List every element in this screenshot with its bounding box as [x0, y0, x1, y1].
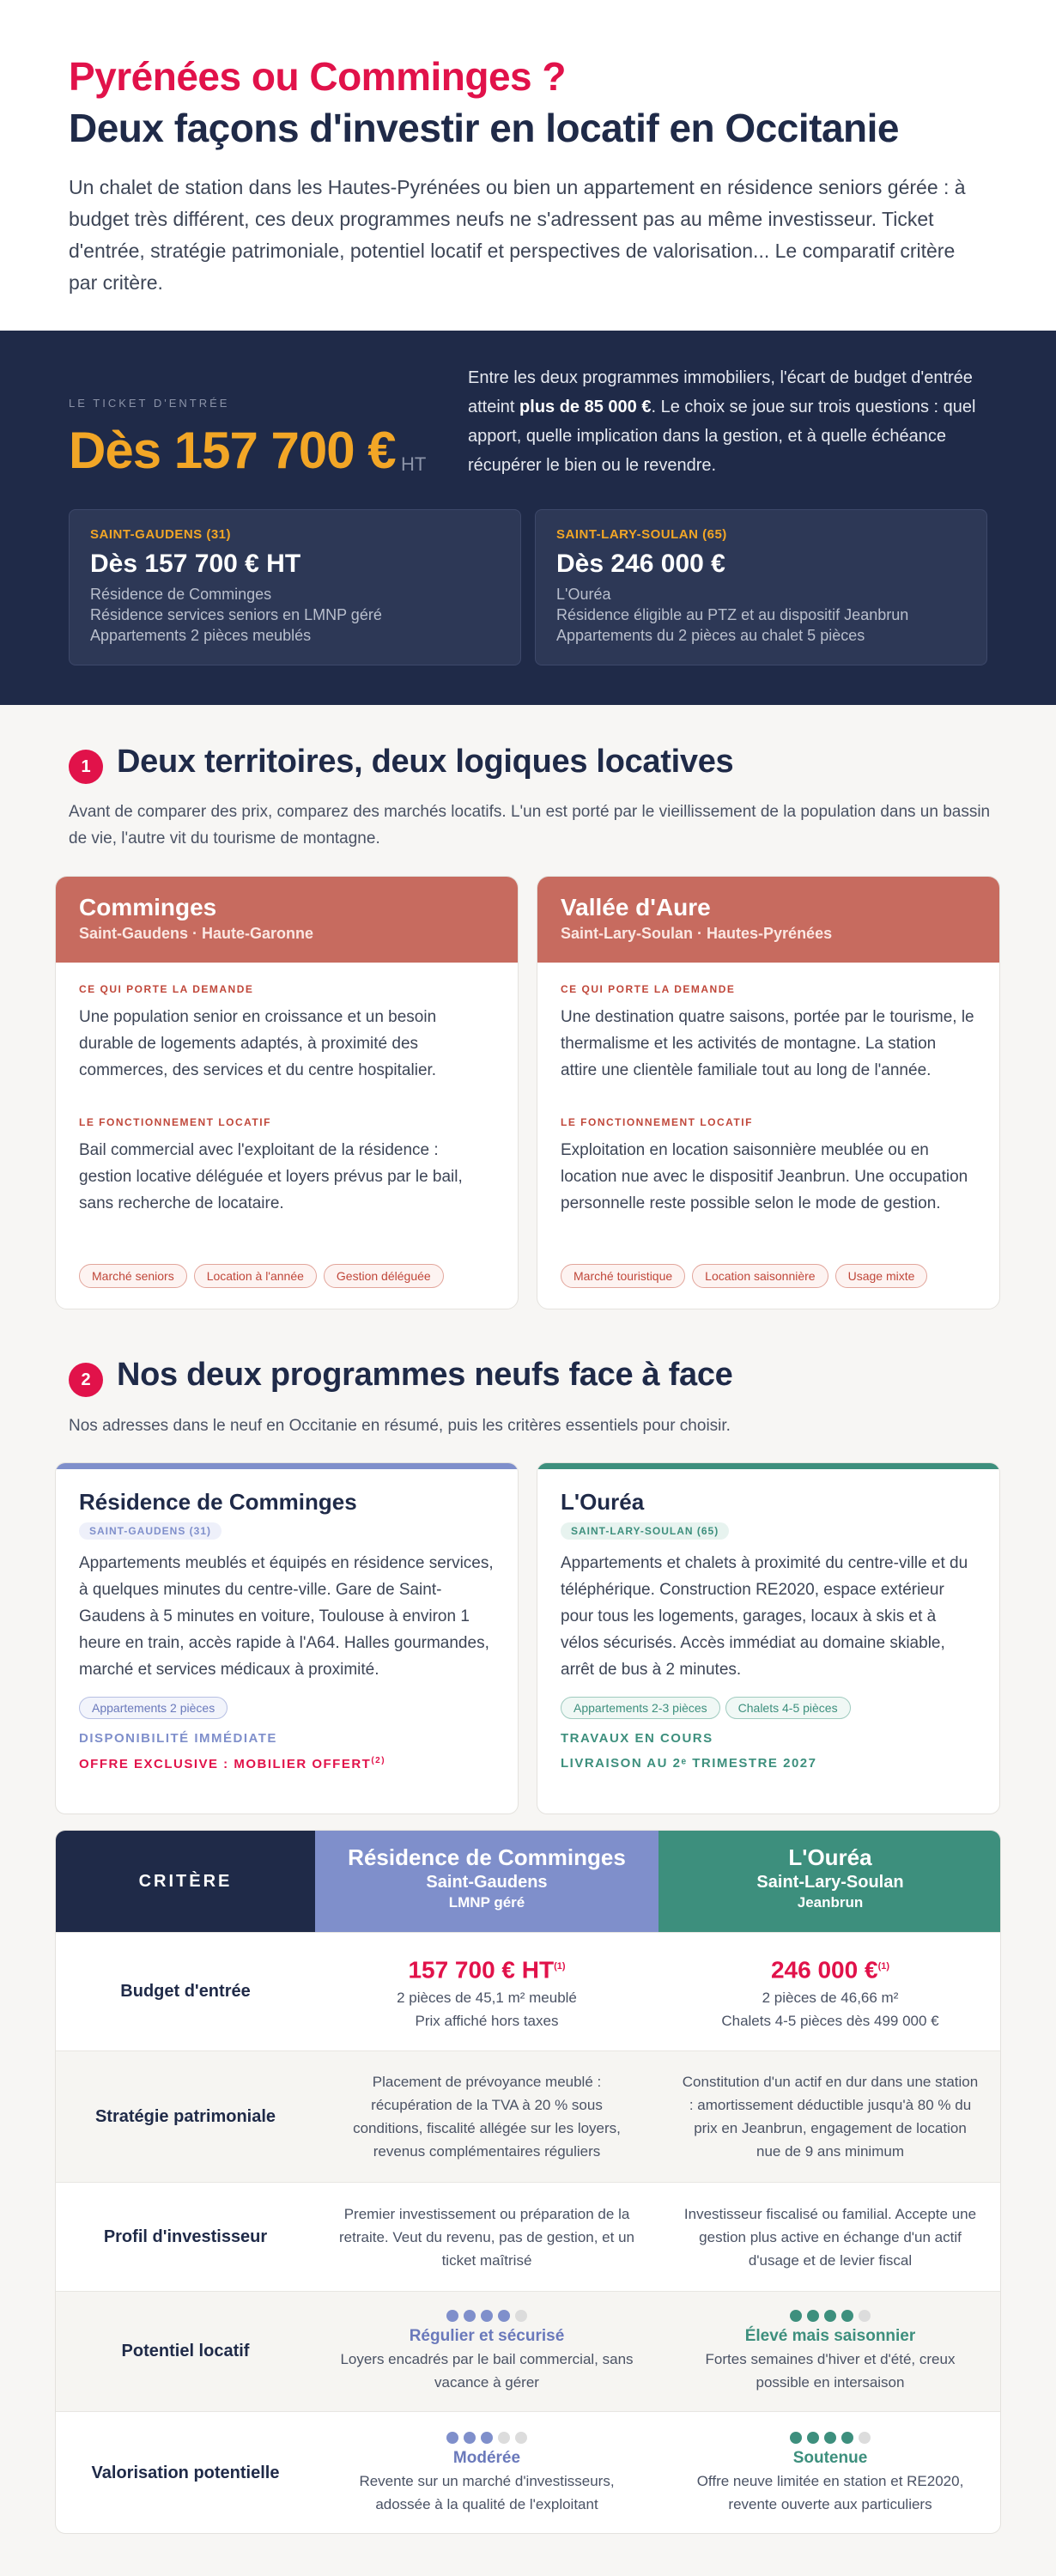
- table-row-rental-potential: [56, 2291, 1000, 2411]
- rating-dot-filled: [790, 2310, 802, 2322]
- table-row-label: Budget d'entrée: [120, 1982, 251, 2001]
- rating-dot-empty: [515, 2310, 527, 2322]
- program-card-ourea: [537, 1462, 1000, 1814]
- ticket-card-city: SAINT-GAUDENS (31): [90, 527, 232, 542]
- rating-dots: [790, 2310, 871, 2322]
- territory-tag: Usage mixte: [835, 1264, 928, 1288]
- territory-card-body: [537, 963, 999, 1237]
- ticket-card-city: SAINT-LARY-SOULAN (65): [556, 527, 727, 542]
- ticket-card-line: Résidence de Comminges: [90, 586, 272, 603]
- section-number-badge: 2: [69, 1363, 103, 1397]
- program-tag: Appartements 2 pièces: [79, 1697, 228, 1719]
- rating-dot-filled: [446, 2432, 458, 2444]
- table-header-regime: LMNP géré: [448, 1894, 525, 1911]
- hero-section: [0, 0, 1056, 331]
- budget-detail: Chalets 4-5 pièces dès 499 000 €: [721, 2012, 939, 2029]
- rating-text: Fortes semaines d'hiver et d'été, creux possible en intersaison: [705, 2350, 956, 2391]
- table-cell-ourea: Constitution d'un actif en dur dans une station : amortissement déductible jusqu'à 80 % du prix en Jeanbrun, engagement de location nue de 9 ans minimum: [682, 2074, 979, 2160]
- table-header-ourea: [658, 1831, 1001, 1932]
- hero-intro: Un chalet de station dans les Hautes-Pyrénées ou bien un appartement en résidence seniors gérée : à budget très différent, ces deux programmes neufs ne s'adressent pas au même investisseur. Ticket d'entrée, stratégie patrimoniale, potentiel locatif et perspectives de valorisation... Le comparatif critère par critère.: [69, 176, 966, 294]
- ticket-card-saint-lary: [535, 509, 987, 665]
- ticket-kicker: LE TICKET D'ENTRÉE: [69, 397, 230, 410]
- program-tags: [561, 1697, 976, 1719]
- table-row-strategy: [56, 2050, 1000, 2182]
- table-cell-residence-comminges: [315, 2292, 658, 2411]
- ticket-card-line: Résidence éligible au PTZ et au dispositif Jeanbrun: [556, 606, 909, 623]
- table-header-city: Saint-Gaudens: [426, 1873, 548, 1892]
- territory-name: Comminges: [79, 894, 217, 920]
- budget-price: [771, 1951, 889, 1985]
- ticket-price-suffix: HT: [401, 453, 427, 475]
- territory-text: Bail commercial avec l'exploitant de la résidence : gestion locative déléguée et loyers prévus par le bail, sans recherche de locataire.: [79, 1141, 463, 1212]
- territory-kicker: LE FONCTIONNEMENT LOCATIF: [79, 1116, 271, 1128]
- ticket-card-line: L'Ouréa: [556, 586, 611, 603]
- rating-dot-filled: [841, 2432, 853, 2444]
- territory-tag: Location saisonnière: [692, 1264, 828, 1288]
- table-cell-ourea: Investisseur fiscalisé ou familial. Accepte une gestion plus active en échange d'un actif d'usage et de levier fiscal: [683, 2205, 977, 2269]
- territory-location: Saint-Lary-Soulan · Hautes-Pyrénées: [561, 925, 833, 942]
- table-cell-ourea: [658, 1933, 1001, 2050]
- rating-dot-filled: [446, 2310, 458, 2322]
- budget-detail: 2 pièces de 46,66 m²: [762, 1989, 899, 2006]
- program-accent-bar: [56, 1463, 518, 1469]
- rating-dot-filled: [807, 2432, 819, 2444]
- ticket-card-line: Appartements du 2 pièces au chalet 5 pièces: [556, 627, 865, 644]
- rating-dot-filled: [481, 2432, 493, 2444]
- ticket-card-price: Dès 246 000 €: [556, 550, 725, 578]
- rating-dots: [790, 2432, 871, 2444]
- rating-dot-empty: [859, 2432, 871, 2444]
- territory-card-header: [537, 877, 999, 963]
- budget-price-footnote: (1): [554, 1961, 566, 1972]
- program-description: Appartements meublés et équipés en résidence services, à quelques minutes du centre-ville. Gare de Saint-Gaudens à 5 minutes en voiture, Toulouse à environ 1 heure en train, accès rapide à l'A64. Halles gourmandes, marché et services médicaux à proximité.: [79, 1554, 494, 1679]
- territory-text: Une destination quatre saisons, portée par le tourisme, le thermalisme et les activités de montagne. La station attire une clientèle familiale tout au long de l'année.: [561, 1008, 974, 1079]
- table-header-regime: Jeanbrun: [797, 1894, 864, 1911]
- territory-card-body: [56, 963, 518, 1237]
- table-row-label: Valorisation potentielle: [91, 2464, 280, 2482]
- table-cell-ourea: [658, 2412, 1001, 2534]
- rating-level: Soutenue: [792, 2448, 868, 2467]
- table-row-label: Stratégie patrimoniale: [94, 2106, 276, 2126]
- program-tags: [79, 1697, 495, 1719]
- rating-dot-empty: [859, 2310, 871, 2322]
- rating-dots: [446, 2432, 527, 2444]
- program-location-badge: SAINT-LARY-SOULAN (65): [561, 1522, 729, 1540]
- program-description: Appartements et chalets à proximité du centre-ville et du téléphérique. Construction RE2020, espace extérieur pour tous les logements, garages, locaux à skis et à vélos sécurisés. Accès immédiat au domaine skiable, arrêt de bus à 2 minutes.: [561, 1554, 968, 1679]
- section-intro: Nos adresses dans le neuf en Occitanie en résumé, puis les critères essentiels pour choisir.: [69, 1417, 731, 1435]
- program-name: L'Ouréa: [561, 1489, 645, 1515]
- table-row-label: Potentiel locatif: [121, 2342, 250, 2360]
- budget-price-footnote: (1): [877, 1961, 890, 1972]
- program-availability: TRAVAUX EN COURS: [561, 1731, 713, 1746]
- program-name: Résidence de Comminges: [79, 1489, 357, 1515]
- rating-dot-filled: [481, 2310, 493, 2322]
- rating-text: Offre neuve limitée en station et RE2020, revente ouverte aux particuliers: [696, 2472, 964, 2512]
- territory-name: Vallée d'Aure: [561, 894, 711, 920]
- rating-dot-filled: [464, 2432, 476, 2444]
- table-cell-residence-comminges: [315, 1933, 658, 2050]
- table-cell-residence-comminges: [315, 2412, 658, 2534]
- ticket-card-line: Appartements 2 pièces meublés: [90, 627, 312, 644]
- ticket-text-end: . Le choix se joue sur trois questions : quel apport, quelle implication dans la gestion, et à quelle échéance récupérer le bien ou le revendre.: [468, 398, 976, 475]
- program-card-residence-comminges: [55, 1462, 519, 1814]
- territory-kicker: CE QUI PORTE LA DEMANDE: [561, 983, 736, 995]
- program-tag: Appartements 2-3 pièces: [561, 1697, 720, 1719]
- territory-card-vallee-aure: [537, 876, 1000, 1309]
- rating-text: Revente sur un marché d'investisseurs, adossée à la qualité de l'exploitant: [359, 2472, 615, 2512]
- rating-level: Régulier et sécurisé: [409, 2326, 565, 2345]
- hero-title-line2: Deux façons d'investir en locatif en Occitanie: [69, 106, 900, 150]
- table-header-program-name: L'Ouréa: [788, 1844, 872, 1870]
- territory-card-comminges: [55, 876, 519, 1309]
- territory-tag: Marché touristique: [561, 1264, 685, 1288]
- budget-detail: 2 pièces de 45,1 m² meublé: [397, 1989, 577, 2006]
- table-header-program-name: Résidence de Comminges: [348, 1844, 626, 1870]
- rating-dot-filled: [464, 2310, 476, 2322]
- rating-dot-filled: [498, 2310, 510, 2322]
- table-header-residence-comminges: [315, 1831, 658, 1932]
- rating-dot-filled: [807, 2310, 819, 2322]
- rating-level: Élevé mais saisonnier: [744, 2326, 916, 2345]
- section-number-badge: 1: [69, 750, 103, 784]
- rating-dot-filled: [824, 2432, 836, 2444]
- program-offer: [79, 1756, 495, 1771]
- section-title: Nos deux programmes neufs face à face: [117, 1357, 733, 1393]
- table-cell-residence-comminges: Premier investissement ou préparation de la retraite. Veut du revenu, pas de gestion, et un ticket maîtrisé: [338, 2205, 634, 2269]
- ticket-card-price: Dès 157 700 € HT: [90, 550, 301, 578]
- program-location-badge: SAINT-GAUDENS (31): [79, 1522, 222, 1540]
- rating-dot-empty: [515, 2432, 527, 2444]
- program-availability: DISPONIBILITÉ IMMÉDIATE: [79, 1731, 277, 1746]
- territory-card-header: [56, 877, 518, 963]
- territory-tags: [561, 1264, 934, 1288]
- program-offer-text: OFFRE EXCLUSIVE : MOBILIER OFFERT: [79, 1757, 372, 1771]
- program-offer-footnote: (2): [371, 1756, 386, 1765]
- territory-tag: Location à l'année: [194, 1264, 317, 1288]
- ticket-explanation: [468, 363, 1000, 480]
- rating-dot-filled: [841, 2310, 853, 2322]
- territory-tags: [79, 1264, 451, 1288]
- section-intro: Avant de comparer des prix, comparez des marchés locatifs. L'un est porté par le vieillissement de la population dans un bassin de vie, l'autre vit du tourisme de montagne.: [69, 803, 991, 848]
- rating-dot-empty: [498, 2432, 510, 2444]
- territory-text: Exploitation en location saisonnière meublée ou en location nue avec le dispositif Jeanbrun. Une occupation personnelle reste possible selon le mode de gestion.: [561, 1141, 968, 1212]
- rating-text: Loyers encadrés par le bail commercial, sans vacance à gérer: [340, 2350, 634, 2391]
- ticket-text-highlight: plus de 85 000 €: [519, 398, 652, 416]
- hero-title-line1: Pyrénées ou Comminges ?: [69, 54, 566, 99]
- rating-dot-filled: [824, 2310, 836, 2322]
- budget-price-value: 246 000 €: [770, 1956, 878, 1984]
- rating-dot-filled: [790, 2432, 802, 2444]
- table-row-profile: [56, 2182, 1000, 2291]
- table-header: [56, 1831, 1000, 1932]
- rating-dots: [446, 2310, 527, 2322]
- budget-price: [408, 1951, 565, 1985]
- budget-detail: Prix affiché hors taxes: [415, 2012, 559, 2029]
- ticket-price: Dès 157 700 €: [69, 422, 396, 479]
- program-tag: Chalets 4-5 pièces: [725, 1697, 851, 1719]
- rating-level: Modérée: [452, 2448, 521, 2467]
- territory-kicker: CE QUI PORTE LA DEMANDE: [79, 983, 254, 995]
- ticket-card-saint-gaudens: [69, 509, 521, 665]
- table-cell-ourea: [658, 2292, 1001, 2411]
- table-row-valuation: [56, 2411, 1000, 2534]
- ticket-section: [0, 331, 1056, 705]
- ticket-card-line: Résidence services seniors en LMNP géré: [90, 606, 382, 623]
- table-cell-residence-comminges: Placement de prévoyance meublé : récupération de la TVA à 20 % sous conditions, fiscalité allégée sur les loyers, revenus complémentaires réguliers: [353, 2074, 621, 2160]
- ticket-text-start: Entre les deux programmes immobiliers, l'écart de budget d'entrée atteint: [468, 368, 973, 416]
- table-header-criterion: CRITÈRE: [56, 1831, 315, 1932]
- table-row-label: Profil d'investisseur: [103, 2227, 268, 2246]
- program-delivery: LIVRAISON AU 2ᵉ TRIMESTRE 2027: [561, 1756, 817, 1771]
- table-header-city: Saint-Lary-Soulan: [756, 1873, 904, 1892]
- territory-location: Saint-Gaudens · Haute-Garonne: [79, 925, 314, 942]
- territory-kicker: LE FONCTIONNEMENT LOCATIF: [561, 1116, 753, 1128]
- territory-tag: Marché seniors: [79, 1264, 187, 1288]
- comparison-table: [55, 1830, 1001, 2534]
- budget-price-value: 157 700 € HT: [408, 1956, 555, 1984]
- section-title: Deux territoires, deux logiques locatives: [117, 744, 734, 780]
- program-accent-bar: [537, 1463, 999, 1469]
- territory-tag: Gestion déléguée: [324, 1264, 444, 1288]
- territory-text: Une population senior en croissance et un besoin durable de logements adaptés, à proximité des commerces, des services et du centre hospitalier.: [79, 1008, 437, 1079]
- table-row-budget: [56, 1932, 1000, 2050]
